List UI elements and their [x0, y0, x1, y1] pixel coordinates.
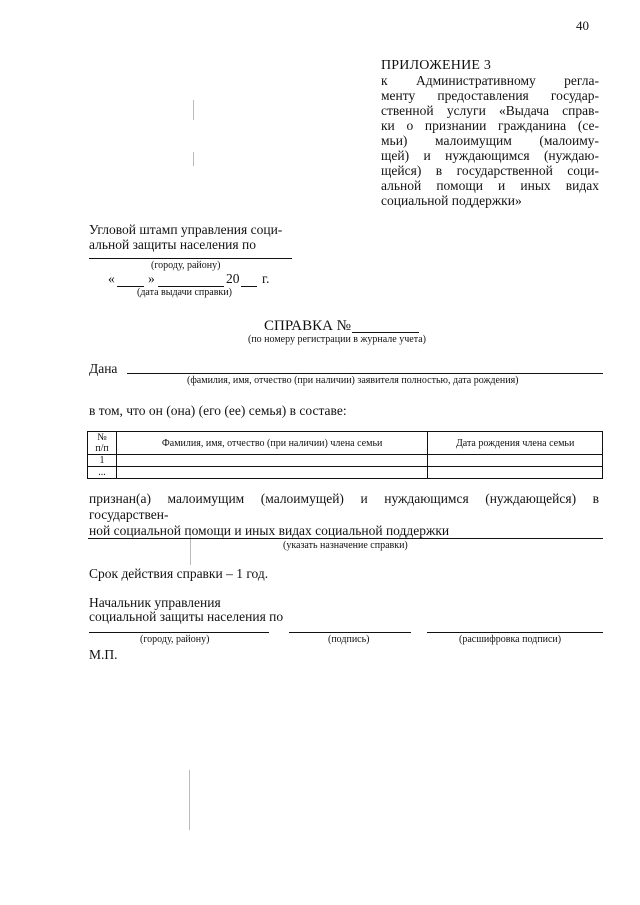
date-open-quote: «	[108, 271, 115, 286]
head-city-caption: (городу, району)	[140, 634, 210, 645]
head-city-line	[89, 632, 269, 633]
signature-line	[289, 632, 411, 633]
head-title-line-2: социальной защиты населения по	[89, 609, 284, 624]
city-line	[89, 258, 292, 259]
recognized-text	[89, 491, 599, 539]
scan-mark	[189, 770, 190, 830]
table-header-row	[88, 432, 603, 455]
page-number: 40	[576, 18, 589, 33]
row-birthdate	[428, 467, 603, 479]
appendix-line: альной помощи и иных видах	[381, 178, 599, 193]
seal-place: М.П.	[89, 647, 118, 662]
row-number: ...	[88, 467, 117, 479]
purpose-caption: (указать назначение справки)	[283, 540, 408, 551]
appendix-title: ПРИЛОЖЕНИЕ 3	[381, 58, 492, 73]
row-name	[116, 467, 427, 479]
city-caption: (городу, району)	[151, 260, 221, 271]
applicant-line	[127, 373, 603, 374]
scan-mark	[190, 535, 191, 565]
recognized-line: ной социальной помощи и иных видах социальной поддержки	[89, 523, 450, 538]
family-intro: в том, что он (она) (его (ее) семья) в составе:	[89, 403, 347, 418]
table-row	[88, 455, 603, 467]
stamp-line-2: альной защиты населения по	[89, 237, 256, 252]
signature-decoding-line	[427, 632, 603, 633]
validity-text: Срок действия справки – 1 год.	[89, 566, 269, 581]
col-number-header: № п/п	[88, 432, 117, 455]
signature-decoding-caption: (расшифровка подписи)	[459, 634, 562, 645]
scan-mark	[193, 100, 194, 120]
row-name	[116, 455, 427, 467]
scan-mark	[193, 152, 194, 166]
recognized-line: признан(а) малоимущим (малоимущей) и нуждающимся (нуждающейся) в государствен-	[89, 491, 599, 522]
appendix-line: щей) и нуждающимся (нуждаю-	[381, 148, 599, 163]
appendix-line: социальной поддержки»	[381, 193, 522, 208]
family-members-table	[87, 431, 603, 479]
stamp-line-1: Угловой штамп управления соци-	[89, 222, 283, 237]
appendix-line: ственной услуги «Выдача справ-	[381, 103, 599, 118]
applicant-caption: (фамилия, имя, отчество (при наличии) заявителя полностью, дата рождения)	[187, 375, 519, 386]
date-caption: (дата выдачи справки)	[137, 287, 232, 298]
issued-label: Дана	[89, 361, 118, 376]
head-title-line-1: Начальник управления	[89, 595, 221, 610]
col-name-header: Фамилия, имя, отчество (при наличии) члена семьи	[116, 432, 427, 455]
appendix-line: к Административному регла-	[381, 73, 599, 88]
date-year-prefix: 20	[226, 271, 240, 286]
date-year-line	[241, 286, 257, 287]
col-birthdate-header: Дата рождения члена семьи	[428, 432, 603, 455]
row-number: 1	[88, 455, 117, 467]
date-close-quote: »	[148, 271, 155, 286]
signature-caption: (подпись)	[328, 634, 370, 645]
certificate-number-line	[352, 332, 419, 333]
certificate-title: СПРАВКА №	[264, 318, 351, 334]
table-row	[88, 467, 603, 479]
appendix-line: мьи) малоимущим (малоиму-	[381, 133, 599, 148]
appendix-text	[381, 73, 599, 208]
appendix-line: щейся) в государственной соци-	[381, 163, 599, 178]
certificate-number-caption: (по номеру регистрации в журнале учета)	[248, 334, 426, 345]
purpose-line	[88, 538, 603, 539]
appendix-line: ки о признании гражданина (се-	[381, 118, 599, 133]
appendix-line: менту предоставления государ-	[381, 88, 599, 103]
date-year-suffix: г.	[262, 271, 270, 286]
row-birthdate	[428, 455, 603, 467]
